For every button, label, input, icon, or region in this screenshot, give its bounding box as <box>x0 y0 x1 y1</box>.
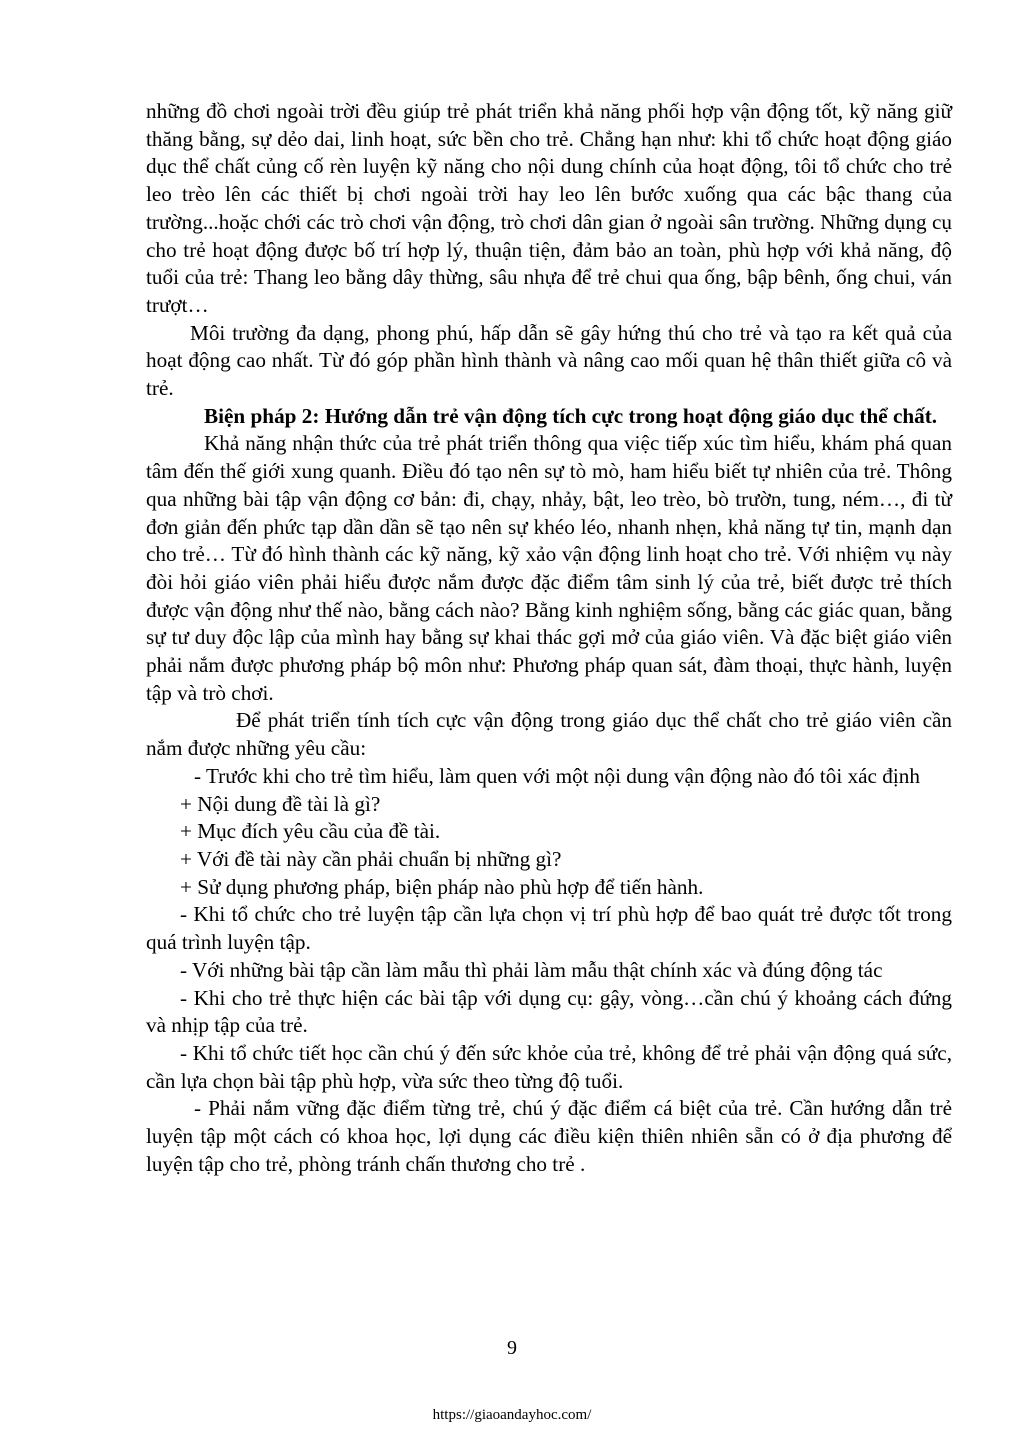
paragraph-requirements-intro: Để phát triển tính tích cực vận động trong giáo dục thể chất cho trẻ giáo viên cần nắm được những yêu cầu: <box>146 708 952 761</box>
list-item-before-activity: - Trước khi cho trẻ tìm hiểu, làm quen với một nội dung vận động nào đó tôi xác định <box>194 763 920 788</box>
footer-url[interactable]: https://giaoandayhoc.com/ <box>432 1407 592 1423</box>
list-item-topic-content: + Nội dung đề tài là gì? <box>180 791 381 816</box>
list-item-individual-traits: - Phải nắm vững đặc điểm từng trẻ, chú ý đặc điểm cá biệt của trẻ. Cần hướng dẫn trẻ luyện tập một cách có khoa học, lợi dụng các điều kiện thiên nhiên sẵn có ở địa phương để luyện tập cho trẻ, phòng tránh chấn thương cho trẻ . <box>146 1096 952 1176</box>
section-heading-measure-2: Biện pháp 2: Hướng dẫn trẻ vận động tích cực trong hoạt động giáo dục thể chất. <box>204 403 938 428</box>
paragraph-outdoor-equipment: những đồ chơi ngoài trời đều giúp trẻ phát triển khả năng phối hợp vận động tốt, kỹ năng giữ thăng bằng, sự dẻo dai, linh hoạt, sức bền cho trẻ. Chẳng hạn như: khi tổ chức hoạt động giáo dục thể chất củng cố rèn luyện kỹ năng cho nội dung chính của hoạt động, tôi tổ chức cho trẻ leo trèo lên các thiết bị chơi ngoài trời hay leo lên bước xuống qua các bậc thang của trường...hoặc chới các trò chơi vận động, trò chơi dân gian ở ngoài sân trường. Những dụng cụ cho trẻ hoạt động được bố trí hợp lý, thuận tiện, đảm bảo an toàn, phù hợp với khả năng, độ tuổi của trẻ: Thang leo bằng dây thừng, sâu nhựa để trẻ chui qua ống, bập bênh, ống chui, ván trượt… <box>146 99 952 317</box>
list-item-equipment-exercises: - Khi cho trẻ thực hiện các bài tập với dụng cụ: gậy, vòng…cần chú ý khoảng cách đứng và nhịp tập của trẻ. <box>146 985 952 1038</box>
list-item-topic-methods: + Sử dụng phương pháp, biện pháp nào phù hợp để tiến hành. <box>180 874 704 899</box>
list-item-topic-purpose: + Mục đích yêu cầu của đề tài. <box>180 819 441 844</box>
paragraph-environment: Môi trường đa dạng, phong phú, hấp dẫn sẽ gây hứng thú cho trẻ và tạo ra kết quả của hoạt động cao nhất. Từ đó góp phần hình thành và nâng cao mối quan hệ thân thiết giữa cô và trẻ. <box>146 320 952 401</box>
list-item-health: - Khi tổ chức tiết học cần chú ý đến sức khỏe của trẻ, không để trẻ phải vận động quá sức, cần lựa chọn bài tập phù hợp, vừa sức theo từng độ tuổi. <box>146 1040 952 1093</box>
list-item-topic-preparation: + Với đề tài này cần phải chuẩn bị những gì? <box>180 846 562 871</box>
page-number: 9 <box>507 1337 517 1359</box>
body-text <box>146 98 952 1178</box>
paragraph-cognition: Khả năng nhận thức của trẻ phát triển thông qua việc tiếp xúc tìm hiểu, khám phá quan tâm đến thế giới xung quanh. Điều đó tạo nên sự tò mò, ham hiểu biết tự nhiên của trẻ. Thông qua những bài tập vận động cơ bản: đi, chạy, nhảy, bật, leo trèo, bò trườn, tung, ném…, đi từ đơn giản đến phức tạp dần dần sẽ tạo nên sự khéo léo, nhanh nhẹn, khả năng tự tin, mạnh dạn cho trẻ… Từ đó hình thành các kỹ năng, kỹ xảo vận động linh hoạt cho trẻ. Với nhiệm vụ này đòi hỏi giáo viên phải hiểu được nắm được đặc điểm tâm sinh lý của trẻ, biết được trẻ thích được vận động như thế nào, bằng cách nào? Bằng kinh nghiệm sống, bằng các giác quan, bằng sự tư duy độc lập của mình hay bằng sự khai thác gợi mở của giáo viên. Và đặc biệt giáo viên phải nắm được phương pháp bộ môn như: Phương pháp quan sát, đàm thoại, thực hành, luyện tập và trò chơi. <box>146 431 952 705</box>
list-item-practice-position: - Khi tổ chức cho trẻ luyện tập cần lựa chọn vị trí phù hợp để bao quát trẻ được tốt trong quá trình luyện tập. <box>146 902 952 955</box>
list-item-demonstration: - Với những bài tập cần làm mẫu thì phải làm mẫu thật chính xác và đúng động tác <box>180 957 883 982</box>
